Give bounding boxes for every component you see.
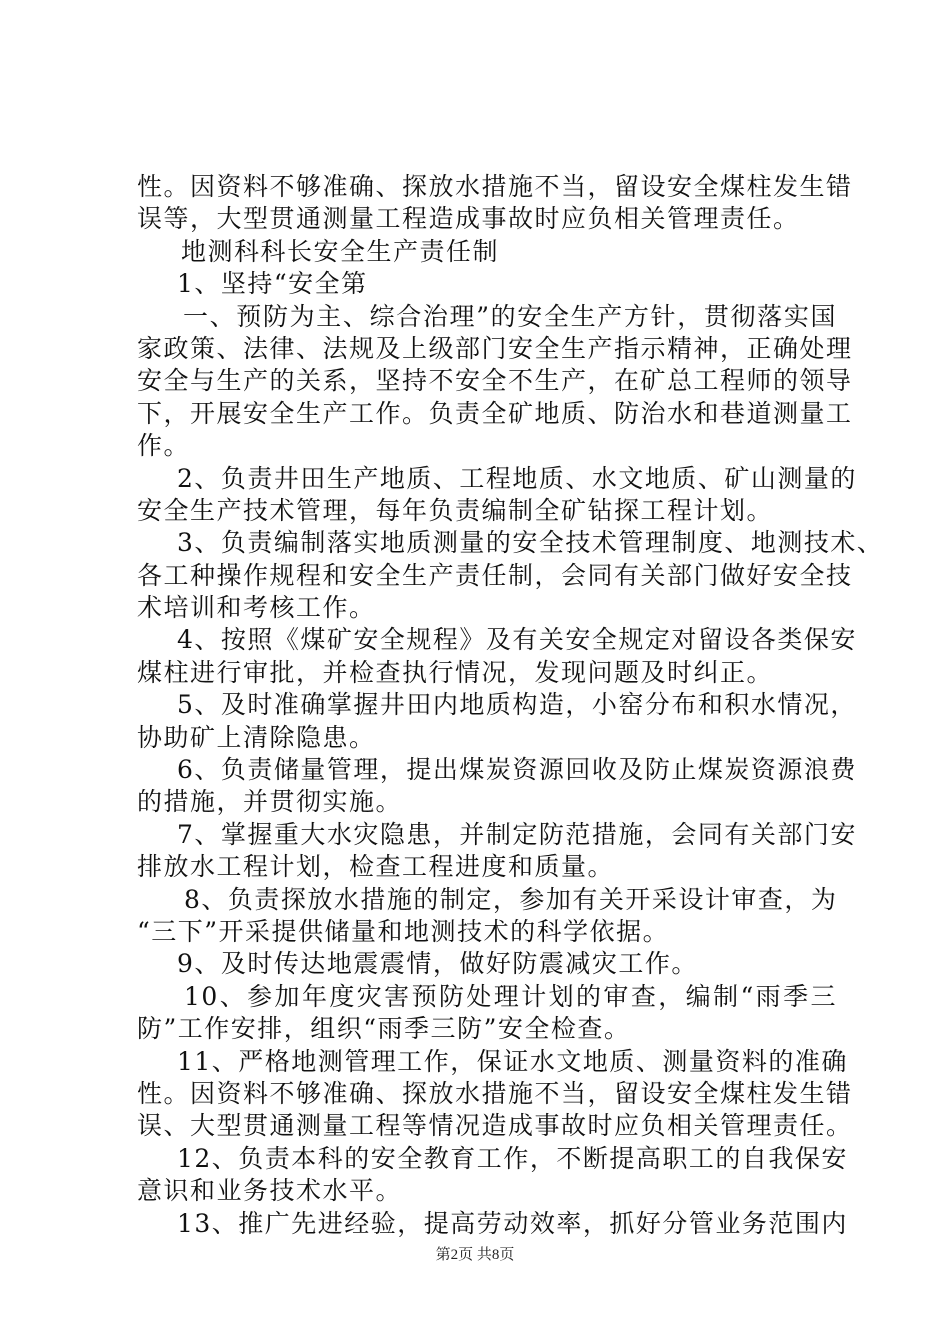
text-line: 10、参加年度灾害预防处理计划的审查，编制“雨季三 <box>184 981 837 1011</box>
text-line: 5、及时准确掌握井田内地质构造，小窑分布和积水情况， <box>177 690 857 720</box>
text-line: 下，开展安全生产工作。负责全矿地质、防治水和巷道测量工 <box>137 398 853 428</box>
text-line: 11、严格地测管理工作，保证水文地质、测量资料的准确 <box>177 1046 848 1076</box>
text-line: 煤柱进行审批，并检查执行情况，发现问题及时纠正。 <box>137 657 774 687</box>
text-line: 排放水工程计划，检查工程进度和质量。 <box>137 852 615 882</box>
text-line: 2、负责井田生产地质、工程地质、水文地质、矿山测量的 <box>177 463 857 493</box>
text-line: 安全生产技术管理，每年负责编制全矿钻探工程计划。 <box>137 495 774 525</box>
text-line: 3、负责编制落实地质测量的安全技术管理制度、地测技术、 <box>177 528 884 558</box>
text-line: 术培训和考核工作。 <box>137 593 376 623</box>
text-line: 性。因资料不够准确、探放水措施不当，留设安全煤柱发生错 <box>137 1078 853 1108</box>
text-line: 误、大型贯通测量工程等情况造成事故时应负相关管理责任。 <box>137 1111 853 1141</box>
text-line: 误等，大型贯通测量工程造成事故时应负相关管理责任。 <box>137 204 800 234</box>
text-line: 的措施，并贯彻实施。 <box>137 787 403 817</box>
text-line: 协助矿上清除隐患。 <box>137 722 376 752</box>
text-line: 7、掌握重大水灾隐患，并制定防范措施，会同有关部门安 <box>177 819 857 849</box>
text-line: “三下”开采提供储量和地测技术的科学依据。 <box>137 916 670 946</box>
text-line: 作。 <box>137 431 191 461</box>
text-line: 6、负责储量管理，提出煤炭资源回收及防止煤炭资源浪费 <box>177 755 857 785</box>
text-line: 8、负责探放水措施的制定，参加有关开采设计审查，为 <box>184 884 838 914</box>
text-line: 1、坚持“安全第 <box>177 269 368 299</box>
text-line: 防”工作安排，组织“雨季三防”安全检查。 <box>137 1014 631 1044</box>
text-line: 一、预防为主、综合治理”的安全生产方针，贯彻落实国 <box>183 301 837 331</box>
text-line: 13、推广先进经验，提高劳动效率，抓好分管业务范围内 <box>177 1208 848 1238</box>
text-line: 家政策、法律、法规及上级部门安全生产指示精神，正确处理 <box>137 333 853 363</box>
text-line: 各工种操作规程和安全生产责任制，会同有关部门做好安全技 <box>137 560 853 590</box>
text-line: 安全与生产的关系，坚持不安全不生产，在矿总工程师的领导 <box>137 366 853 396</box>
text-line: 性。因资料不够准确、探放水措施不当，留设安全煤柱发生错 <box>137 172 853 201</box>
text-line: 12、负责本科的安全教育工作，不断提高职工的自我保安 <box>177 1143 848 1173</box>
text-line: 4、按照《煤矿安全规程》及有关安全规定对留设各类保安 <box>177 625 857 655</box>
section-title: 地测科科长安全生产责任制 <box>181 236 500 266</box>
text-line: 9、及时传达地震震情，做好防震减灾工作。 <box>177 949 698 979</box>
document-body <box>137 171 884 1240</box>
page-number: 第2页 共8页 <box>435 1247 515 1263</box>
text-line: 意识和业务技术水平。 <box>137 1176 403 1206</box>
